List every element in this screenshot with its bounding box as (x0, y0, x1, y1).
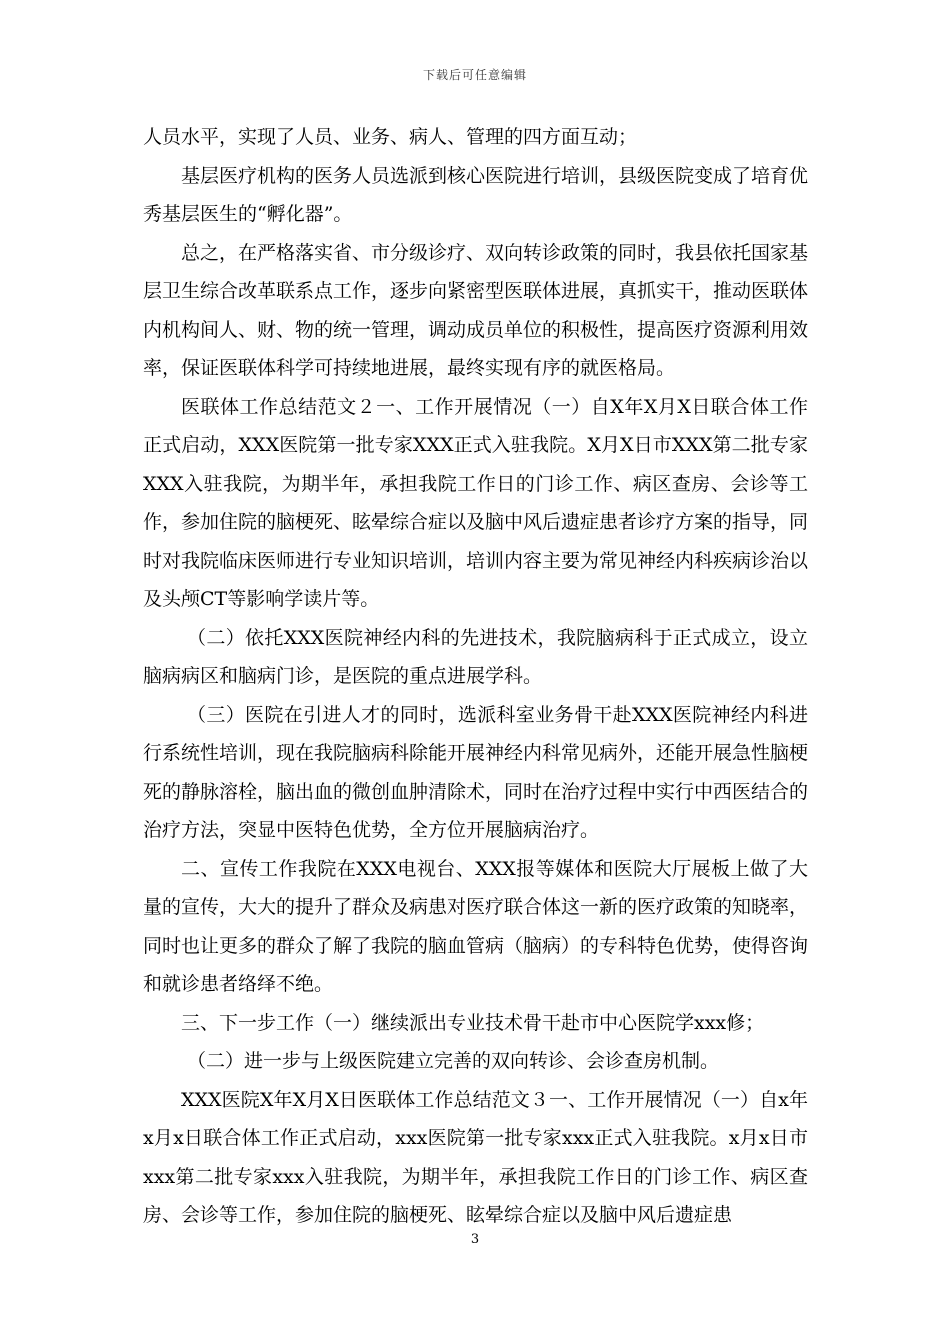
paragraph: 基层医疗机构的医务人员选派到核心医院进行培训，县级医院变成了培育优秀基层医生的“孵化器”。 (143, 164, 809, 225)
paragraph: （二）依托XXX医院神经内科的先进技术，我院脑病科于正式成立，设立脑病病区和脑病门诊，是医院的重点进展学科。 (143, 626, 808, 687)
paragraph: XXX医院X年X月X日医联体工作总结范文３一、工作开展情况（一）自x年x月x日联合体工作正式启动，xxx医院第一批专家xxx正式入驻我院。x月x日市xxx第二批专家xxx入驻我院，为期半年，承担我院工作日的门诊工作、病区查房、会诊等工作，参加住院的脑梗死、眩晕综合症以及脑中风后遗症患 (143, 1088, 808, 1226)
paragraph: （三）医院在引进人才的同时，选派科室业务骨干赴XXX医院神经内科进行系统性培训，现在我院脑病科除能开展神经内科常见病外，还能开展急性脑梗死的静脉溶栓，脑出血的微创血肿清除术，同时在治疗过程中实行中西医结合的治疗方法，突显中医特色优势，全方位开展脑病治疗。 (143, 703, 809, 841)
paragraph: （二）进一步与上级医院建立完善的双向转诊、会诊查房机制。 (187, 1050, 720, 1072)
document-body (143, 118, 808, 1235)
page-number: 3 (470, 1232, 480, 1247)
paragraph: 三、下一步工作（一）继续派出专业技术骨干赴市中心医院学xxx修； (181, 1011, 765, 1034)
page-header: 下载后可任意编辑 (422, 68, 527, 82)
paragraph: 医联体工作总结范文２一、工作开展情况（一）自X年X月X日联合体工作正式启动，XXX医院第一批专家XXX正式入驻我院。X月X日市XXX第二批专家XXX入驻我院，为期半年，承担我院工作日的门诊工作、病区查房、会诊等工作，参加住院的脑梗死、眩晕综合症以及脑中风后遗症患者诊疗方案的指导，同时对我院临床医师进行专业知识培训，培训内容主要为常见神经内科疾病诊治以及头颅CT等影响学读片等。 (143, 395, 809, 610)
paragraph: 二、宣传工作我院在XXX电视台、XXX报等媒体和医院大厅展板上做了大量的宣传，大大的提升了群众及病患对医疗联合体这一新的医疗政策的知晓率，同时也让更多的群众了解了我院的脑血管病（脑病）的专科特色优势，使得咨询和就诊患者络绎不绝。 (143, 857, 809, 995)
paragraph: 总之，在严格落实省、市分级诊疗、双向转诊政策的同时，我县依托国家基层卫生综合改革联系点工作，逐步向紧密型医联体进展，真抓实干，推动医联体内机构间人、财、物的统一管理，调动成员单位的积极性，提高医疗资源利用效率，保证医联体科学可持续地进展，最终实现有序的就医格局。 (143, 241, 809, 379)
paragraph: 人员水平，实现了人员、业务、病人、管理的四方面互动； (143, 126, 638, 148)
